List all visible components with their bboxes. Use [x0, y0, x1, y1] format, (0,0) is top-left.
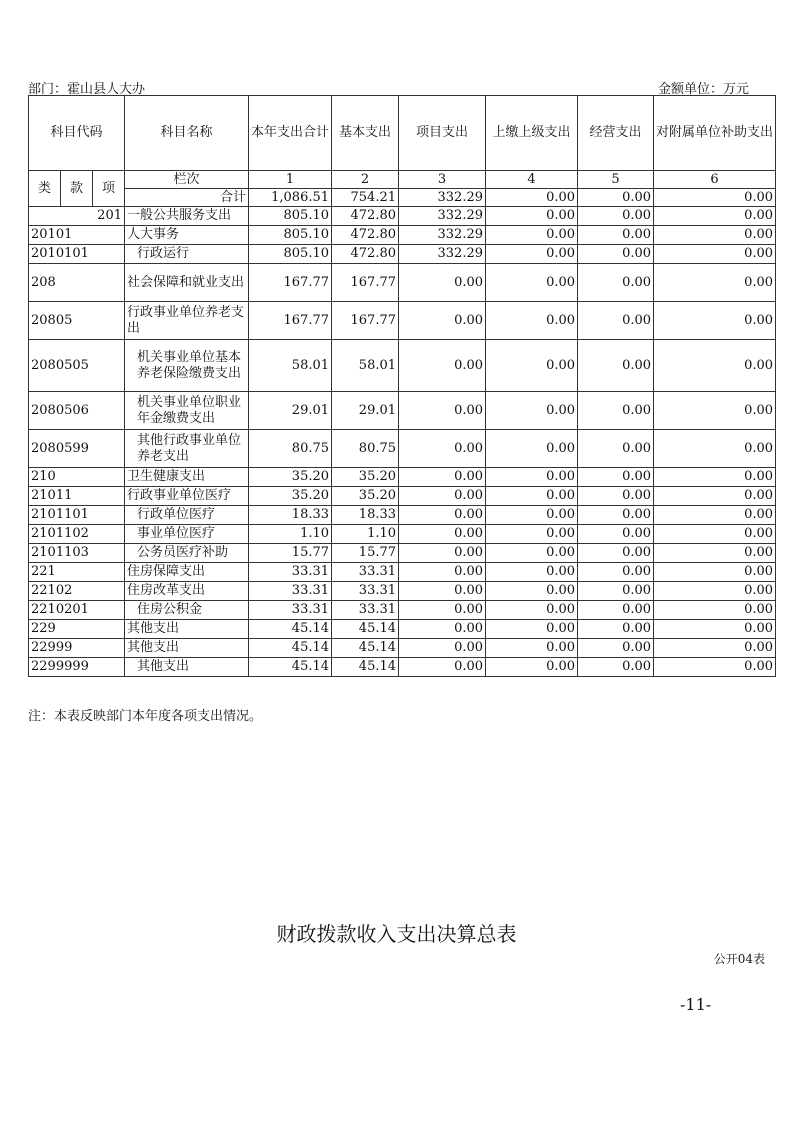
subject-code: 208 — [29, 264, 125, 302]
cell-basic: 472.80 — [332, 245, 399, 264]
subject-name: 一般公共服务支出 — [125, 207, 249, 226]
total-upper: 0.00 — [486, 189, 578, 207]
cell-project: 0.00 — [399, 639, 486, 658]
cell-upper: 0.00 — [486, 658, 578, 677]
subject-name: 机关事业单位基本养老保险缴费支出 — [125, 340, 249, 392]
cell-basic: 45.14 — [332, 620, 399, 639]
cell-upper: 0.00 — [486, 544, 578, 563]
cell-subsidy: 0.00 — [654, 207, 776, 226]
cell-project: 0.00 — [399, 468, 486, 487]
col-number-2: 2 — [332, 171, 399, 189]
cell-basic: 35.20 — [332, 487, 399, 506]
subject-name: 机关事业单位职业年金缴费支出 — [125, 392, 249, 430]
table-row — [29, 207, 776, 226]
subject-code: 2299999 — [29, 658, 125, 677]
cell-subsidy: 0.00 — [654, 340, 776, 392]
total-total: 1,086.51 — [249, 189, 332, 207]
subject-code: 2101103 — [29, 544, 125, 563]
col-header-total: 本年支出合计 — [249, 96, 332, 171]
cell-basic: 35.20 — [332, 468, 399, 487]
cell-basic: 472.80 — [332, 207, 399, 226]
table-row — [29, 563, 776, 582]
cell-total: 33.31 — [249, 601, 332, 620]
cell-business: 0.00 — [578, 487, 654, 506]
cell-business: 0.00 — [578, 245, 654, 264]
subject-name: 行政运行 — [125, 245, 249, 264]
table-row — [29, 302, 776, 340]
cell-basic: 15.77 — [332, 544, 399, 563]
cell-business: 0.00 — [578, 226, 654, 245]
table-row — [29, 620, 776, 639]
table-row — [29, 340, 776, 392]
cell-project: 0.00 — [399, 620, 486, 639]
table-row — [29, 506, 776, 525]
cell-upper: 0.00 — [486, 620, 578, 639]
cell-subsidy: 0.00 — [654, 264, 776, 302]
cell-total: 35.20 — [249, 468, 332, 487]
subject-code: 2080505 — [29, 340, 125, 392]
next-table-title: 财政拨款收入支出决算总表 — [276, 922, 517, 946]
cell-total: 18.33 — [249, 506, 332, 525]
table-row — [29, 392, 776, 430]
cell-basic: 45.14 — [332, 639, 399, 658]
cell-business: 0.00 — [578, 506, 654, 525]
table-row — [29, 264, 776, 302]
cell-total: 45.14 — [249, 639, 332, 658]
cell-subsidy: 0.00 — [654, 582, 776, 601]
cell-basic: 33.31 — [332, 563, 399, 582]
cell-project: 332.29 — [399, 245, 486, 264]
cell-subsidy: 0.00 — [654, 392, 776, 430]
col-header-xiang: 项 — [93, 171, 125, 207]
cell-basic: 80.75 — [332, 430, 399, 468]
cell-total: 167.77 — [249, 264, 332, 302]
subject-name: 人大事务 — [125, 226, 249, 245]
cell-basic: 18.33 — [332, 506, 399, 525]
cell-basic: 29.01 — [332, 392, 399, 430]
col-header-code: 科目代码 — [29, 96, 125, 171]
cell-business: 0.00 — [578, 582, 654, 601]
cell-basic: 33.31 — [332, 601, 399, 620]
cell-total: 35.20 — [249, 487, 332, 506]
cell-business: 0.00 — [578, 340, 654, 392]
cell-upper: 0.00 — [486, 525, 578, 544]
cell-business: 0.00 — [578, 468, 654, 487]
subject-code: 2010101 — [29, 245, 125, 264]
cell-basic: 45.14 — [332, 658, 399, 677]
cell-subsidy: 0.00 — [654, 302, 776, 340]
col-number-1: 1 — [249, 171, 332, 189]
table-row — [29, 468, 776, 487]
subject-code: 201 — [29, 207, 125, 226]
table-row — [29, 226, 776, 245]
cell-upper: 0.00 — [486, 487, 578, 506]
subject-code: 221 — [29, 563, 125, 582]
subject-name: 其他支出 — [125, 639, 249, 658]
cell-business: 0.00 — [578, 544, 654, 563]
col-header-name: 科目名称 — [125, 96, 249, 171]
cell-upper: 0.00 — [486, 392, 578, 430]
department-label: 部门：霍山县人大办 — [28, 82, 146, 97]
cell-upper: 0.00 — [486, 582, 578, 601]
cell-subsidy: 0.00 — [654, 487, 776, 506]
cell-upper: 0.00 — [486, 468, 578, 487]
cell-project: 0.00 — [399, 340, 486, 392]
cell-business: 0.00 — [578, 658, 654, 677]
table-row — [29, 639, 776, 658]
cell-subsidy: 0.00 — [654, 563, 776, 582]
cell-basic: 167.77 — [332, 302, 399, 340]
cell-total: 805.10 — [249, 207, 332, 226]
subject-name: 行政事业单位养老支出 — [125, 302, 249, 340]
cell-upper: 0.00 — [486, 207, 578, 226]
col-header-basic: 基本支出 — [332, 96, 399, 171]
cell-upper: 0.00 — [486, 302, 578, 340]
cell-project: 0.00 — [399, 264, 486, 302]
cell-business: 0.00 — [578, 620, 654, 639]
cell-basic: 58.01 — [332, 340, 399, 392]
cell-project: 0.00 — [399, 302, 486, 340]
cell-project: 332.29 — [399, 226, 486, 245]
cell-upper: 0.00 — [486, 264, 578, 302]
cell-business: 0.00 — [578, 430, 654, 468]
cell-total: 33.31 — [249, 563, 332, 582]
cell-project: 0.00 — [399, 392, 486, 430]
col-number-5: 5 — [578, 171, 654, 189]
cell-business: 0.00 — [578, 207, 654, 226]
cell-basic: 1.10 — [332, 525, 399, 544]
cell-project: 0.00 — [399, 506, 486, 525]
subject-code: 2101102 — [29, 525, 125, 544]
amount-unit-label: 金额单位：万元 — [657, 82, 749, 97]
table-row — [29, 582, 776, 601]
cell-project: 332.29 — [399, 207, 486, 226]
cell-subsidy: 0.00 — [654, 525, 776, 544]
table-row — [29, 658, 776, 677]
col-header-project: 项目支出 — [399, 96, 486, 171]
cell-subsidy: 0.00 — [654, 601, 776, 620]
cell-subsidy: 0.00 — [654, 226, 776, 245]
cell-subsidy: 0.00 — [654, 245, 776, 264]
cell-subsidy: 0.00 — [654, 658, 776, 677]
subject-code: 20101 — [29, 226, 125, 245]
table-note: 注：本表反映部门本年度各项支出情况。 — [28, 709, 263, 724]
total-row — [29, 189, 776, 207]
col-header-business: 经营支出 — [578, 96, 654, 171]
cell-total: 15.77 — [249, 544, 332, 563]
subject-name: 社会保障和就业支出 — [125, 264, 249, 302]
cell-upper: 0.00 — [486, 601, 578, 620]
cell-basic: 167.77 — [332, 264, 399, 302]
next-form-number: 公开04表 — [713, 952, 765, 966]
subject-name: 卫生健康支出 — [125, 468, 249, 487]
subject-name: 行政单位医疗 — [125, 506, 249, 525]
table-row — [29, 525, 776, 544]
col-header-kuan: 款 — [61, 171, 93, 207]
column-header-row — [29, 96, 776, 171]
cell-subsidy: 0.00 — [654, 468, 776, 487]
subject-code: 2080599 — [29, 430, 125, 468]
subject-code: 229 — [29, 620, 125, 639]
column-number-row — [29, 171, 776, 189]
subject-code: 2101101 — [29, 506, 125, 525]
cell-upper: 0.00 — [486, 340, 578, 392]
subject-code: 22999 — [29, 639, 125, 658]
cell-total: 167.77 — [249, 302, 332, 340]
subject-name: 公务员医疗补助 — [125, 544, 249, 563]
subject-code: 210 — [29, 468, 125, 487]
cell-subsidy: 0.00 — [654, 506, 776, 525]
cell-business: 0.00 — [578, 264, 654, 302]
table-row — [29, 544, 776, 563]
cell-basic: 472.80 — [332, 226, 399, 245]
cell-project: 0.00 — [399, 563, 486, 582]
table-row — [29, 430, 776, 468]
table-row — [29, 487, 776, 506]
col-number-6: 6 — [654, 171, 776, 189]
total-business: 0.00 — [578, 189, 654, 207]
expenditure-table — [28, 95, 776, 677]
subject-code: 2210201 — [29, 601, 125, 620]
cell-project: 0.00 — [399, 525, 486, 544]
cell-upper: 0.00 — [486, 563, 578, 582]
subject-name: 其他支出 — [125, 658, 249, 677]
subject-code: 22102 — [29, 582, 125, 601]
subject-name: 其他行政事业单位养老支出 — [125, 430, 249, 468]
subject-name: 住房改革支出 — [125, 582, 249, 601]
col-header-lei: 类 — [29, 171, 61, 207]
subject-code: 21011 — [29, 487, 125, 506]
cell-total: 80.75 — [249, 430, 332, 468]
subject-name: 住房公积金 — [125, 601, 249, 620]
subject-code: 20805 — [29, 302, 125, 340]
col-number-3: 3 — [399, 171, 486, 189]
col-header-subsidy: 对附属单位补助支出 — [654, 96, 776, 171]
cell-upper: 0.00 — [486, 506, 578, 525]
page-number: -11- — [680, 995, 712, 1014]
cell-total: 1.10 — [249, 525, 332, 544]
cell-upper: 0.00 — [486, 245, 578, 264]
cell-project: 0.00 — [399, 487, 486, 506]
total-label: 合计 — [125, 189, 249, 207]
cell-total: 58.01 — [249, 340, 332, 392]
table-row — [29, 245, 776, 264]
cell-project: 0.00 — [399, 544, 486, 563]
col-header-upper: 上缴上级支出 — [486, 96, 578, 171]
cell-business: 0.00 — [578, 392, 654, 430]
cell-project: 0.00 — [399, 430, 486, 468]
subject-name: 事业单位医疗 — [125, 525, 249, 544]
col-header-lanci: 栏次 — [125, 171, 249, 189]
cell-subsidy: 0.00 — [654, 544, 776, 563]
cell-total: 805.10 — [249, 226, 332, 245]
total-basic: 754.21 — [332, 189, 399, 207]
cell-upper: 0.00 — [486, 639, 578, 658]
cell-business: 0.00 — [578, 639, 654, 658]
cell-business: 0.00 — [578, 601, 654, 620]
subject-code: 2080506 — [29, 392, 125, 430]
cell-upper: 0.00 — [486, 226, 578, 245]
cell-basic: 33.31 — [332, 582, 399, 601]
cell-subsidy: 0.00 — [654, 620, 776, 639]
cell-total: 805.10 — [249, 245, 332, 264]
cell-project: 0.00 — [399, 582, 486, 601]
cell-business: 0.00 — [578, 525, 654, 544]
col-number-4: 4 — [486, 171, 578, 189]
cell-total: 45.14 — [249, 620, 332, 639]
total-project: 332.29 — [399, 189, 486, 207]
cell-total: 45.14 — [249, 658, 332, 677]
subject-name: 其他支出 — [125, 620, 249, 639]
cell-subsidy: 0.00 — [654, 639, 776, 658]
cell-total: 33.31 — [249, 582, 332, 601]
table-row — [29, 601, 776, 620]
cell-upper: 0.00 — [486, 430, 578, 468]
cell-project: 0.00 — [399, 601, 486, 620]
cell-subsidy: 0.00 — [654, 430, 776, 468]
cell-project: 0.00 — [399, 658, 486, 677]
subject-name: 住房保障支出 — [125, 563, 249, 582]
total-subsidy: 0.00 — [654, 189, 776, 207]
cell-business: 0.00 — [578, 302, 654, 340]
subject-name: 行政事业单位医疗 — [125, 487, 249, 506]
cell-business: 0.00 — [578, 563, 654, 582]
cell-total: 29.01 — [249, 392, 332, 430]
